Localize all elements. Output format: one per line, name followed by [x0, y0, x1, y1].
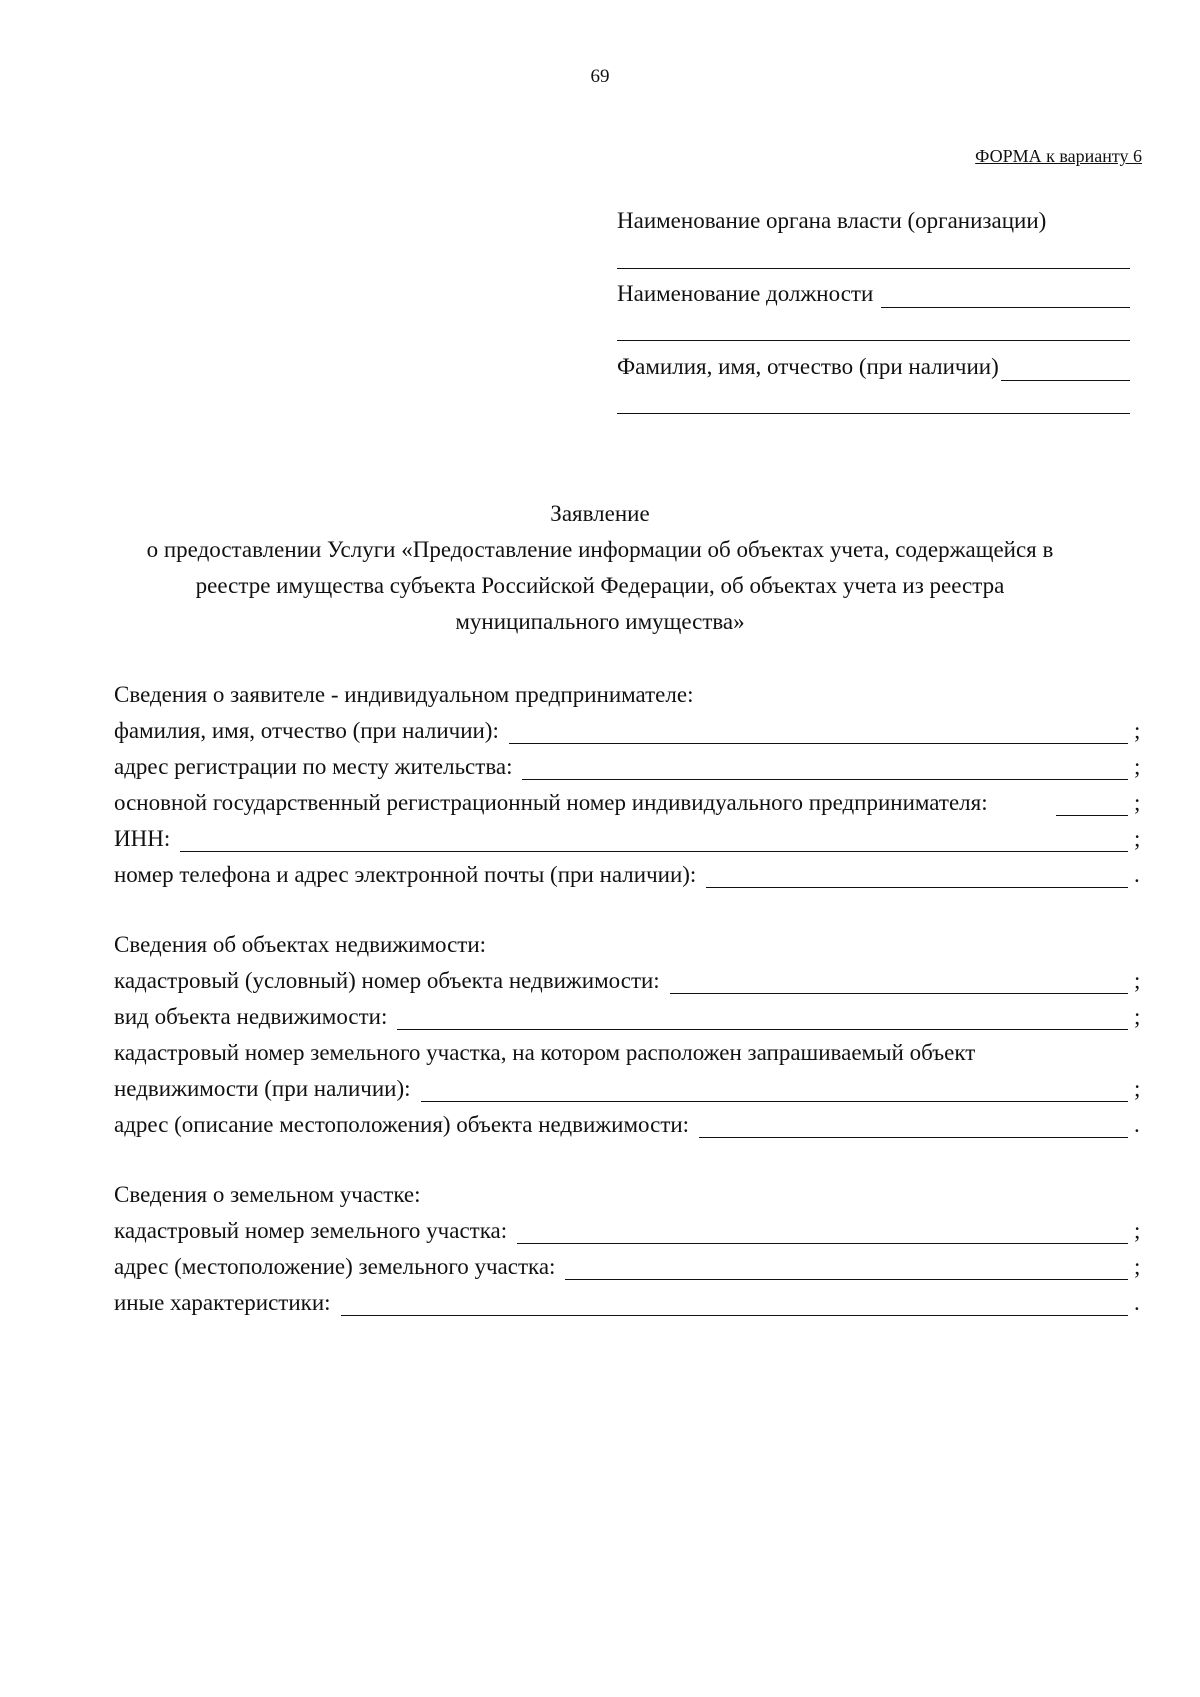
title-line-3: муниципального имущества»: [455, 609, 745, 634]
realty-cadastral-label: кадастровый (условный) номер объекта недвижимости:: [114, 968, 660, 993]
semicolon: ;: [1134, 1004, 1141, 1029]
realty-type-field[interactable]: [397, 1005, 1128, 1030]
realty-cadastral-field[interactable]: [670, 969, 1128, 994]
semicolon: ;: [1134, 1076, 1141, 1101]
realty-section: [114, 922, 1144, 1138]
form-label: ФОРМА к варианту 6: [975, 146, 1142, 166]
realty-address-field[interactable]: [699, 1113, 1128, 1138]
realty-land-number-row: [114, 1066, 1144, 1102]
addressee-position-label: Наименование должности: [617, 281, 874, 306]
addressee-authority-field[interactable]: [617, 268, 1130, 269]
addressee-authority-label: Наименование органа власти (организации): [617, 208, 1047, 233]
land-other-label: иные характеристики:: [114, 1290, 331, 1315]
semicolon: ;: [1134, 790, 1141, 815]
applicant-ogrnip-row: [114, 780, 1144, 816]
land-cadastral-field[interactable]: [517, 1219, 1128, 1244]
realty-type-row: [114, 994, 1144, 1030]
addressee-fio-label: Фамилия, имя, отчество (при наличии): [617, 354, 999, 379]
applicant-heading: Сведения о заявителе - индивидуальном предпринимателе:: [114, 682, 694, 707]
applicant-ogrnip-label: основной государственный регистрационный номер индивидуального предпринимателя:: [114, 790, 988, 815]
applicant-contacts-row: [114, 852, 1144, 888]
addressee-position-field[interactable]: [881, 285, 1130, 308]
realty-cadastral-row: [114, 958, 1144, 994]
applicant-fio-field[interactable]: [509, 719, 1128, 744]
addressee-fio-field-2[interactable]: [617, 413, 1130, 414]
semicolon: ;: [1134, 754, 1141, 779]
realty-heading: Сведения об объектах недвижимости:: [114, 932, 487, 957]
document-title: [100, 496, 1100, 640]
period: .: [1134, 862, 1140, 887]
land-address-row: [114, 1244, 1144, 1280]
applicant-inn-row: [114, 816, 1144, 852]
applicant-address-label: адрес регистрации по месту жительства:: [114, 754, 513, 779]
applicant-contacts-label: номер телефона и адрес электронной почты (при наличии):: [114, 862, 697, 887]
land-section: [114, 1172, 1144, 1316]
applicant-fio-label: фамилия, имя, отчество (при наличии):: [114, 718, 499, 743]
addressee-fio-row: [617, 353, 1130, 381]
addressee-position-field-2[interactable]: [617, 340, 1130, 341]
land-cadastral-label: кадастровый номер земельного участка:: [114, 1218, 508, 1243]
title-line-1: о предоставлении Услуги «Предоставление информации об объектах учета, содержащейся в: [146, 537, 1054, 562]
land-other-row: [114, 1280, 1144, 1316]
semicolon: ;: [1134, 718, 1141, 743]
land-heading: Сведения о земельном участке:: [114, 1182, 421, 1207]
applicant-contacts-field[interactable]: [706, 863, 1128, 888]
land-cadastral-row: [114, 1208, 1144, 1244]
semicolon: ;: [1134, 826, 1141, 851]
realty-land-number-label-2: недвижимости (при наличии):: [114, 1076, 411, 1101]
title-heading: Заявление: [550, 501, 650, 526]
period: .: [1134, 1290, 1140, 1315]
addressee-fio-field[interactable]: [1001, 358, 1130, 381]
realty-address-label: адрес (описание местоположения) объекта недвижимости:: [114, 1112, 690, 1137]
land-other-field[interactable]: [341, 1291, 1128, 1316]
applicant-address-field[interactable]: [522, 755, 1128, 780]
page-number: 69: [590, 66, 610, 87]
semicolon: ;: [1134, 1254, 1141, 1279]
realty-address-row: [114, 1102, 1144, 1138]
semicolon: ;: [1134, 1218, 1141, 1243]
land-address-field[interactable]: [565, 1255, 1128, 1280]
title-line-2: реестре имущества субъекта Российской Федерации, об объектах учета из реестра: [195, 573, 1005, 598]
applicant-address-row: [114, 744, 1144, 780]
period: .: [1134, 1112, 1140, 1137]
realty-land-number-field[interactable]: [421, 1077, 1129, 1102]
addressee-position-row: [617, 280, 1130, 308]
land-address-label: адрес (местоположение) земельного участка:: [114, 1254, 556, 1279]
realty-type-label: вид объекта недвижимости:: [114, 1004, 388, 1029]
applicant-section: [114, 672, 1144, 888]
applicant-ogrnip-field[interactable]: [1056, 791, 1128, 816]
applicant-inn-label: ИНН:: [114, 826, 171, 851]
applicant-fio-row: [114, 708, 1144, 744]
realty-land-number-label-1: кадастровый номер земельного участка, на котором расположен запрашиваемый объект: [114, 1040, 976, 1065]
semicolon: ;: [1134, 968, 1141, 993]
applicant-inn-field[interactable]: [180, 827, 1128, 852]
